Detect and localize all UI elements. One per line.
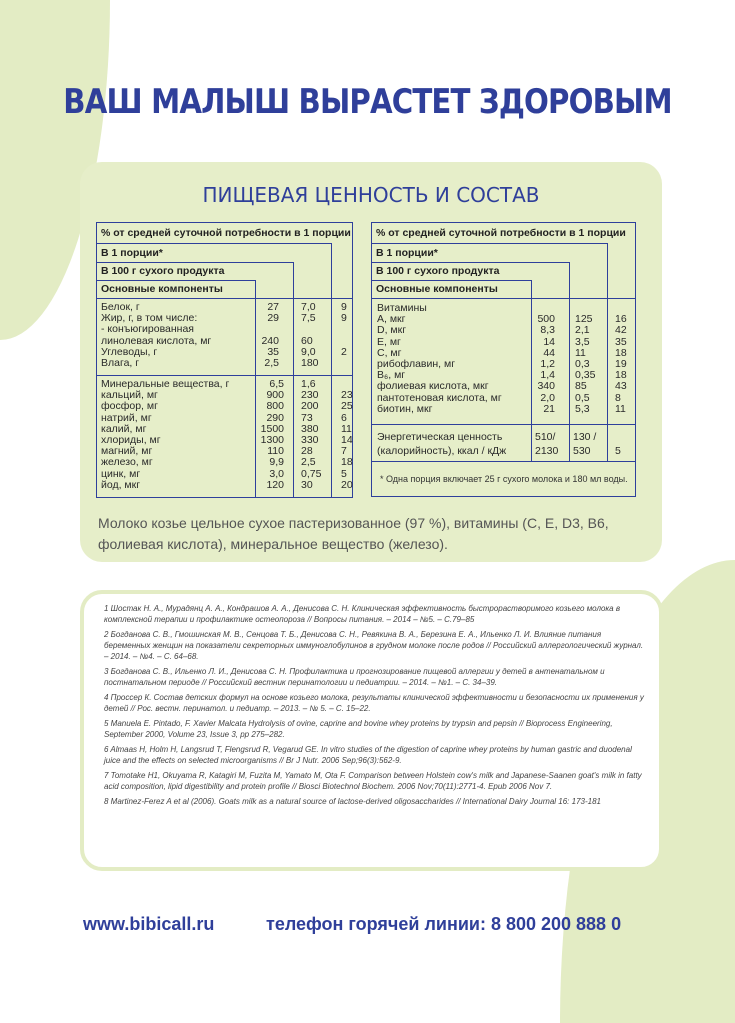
left-group1-col2: 7,0 7,5 60 9,0 180 bbox=[301, 301, 319, 370]
references-list bbox=[104, 603, 644, 811]
right-vitamin-names: Витамины А, мкг D, мкг Е, мг С, мг рибофлавин, мг B₆, мг фолиевая кислота, мкг пантотеновая кислота, мг биотин, мкг bbox=[377, 302, 502, 415]
reference-item: 7 Tomotake H1, Okuyama R, Katagiri M, Fuzita M, Yamato M, Ota F. Comparison between Holstein cow's milk and Japanese-Saanen goat's milk in fatty acid composition, lipid digestibility and protein profile // Biosci Biotechnol Biochem. 2006 Nov;70(11):2771-4. Epub 2006 Nov 7. bbox=[104, 771, 642, 791]
right-header-percent: % от средней суточной потребности в 1 порции bbox=[376, 227, 626, 239]
reference-item: 2 Богданова С. В., Гмошинская М. В., Сенцова Т. Б., Денисова С. Н., Ревякина В. А., Березина Е. А., Ильенко Л. И. Влияние питания беременных женщин на показатели секреторных иммуноглобулинов в грудном молоке после родов // Российский аллергологический журнал. – 2014. – №4. – С. 64–68. bbox=[104, 630, 644, 661]
left-header-100g: В 100 г сухого продукта bbox=[101, 265, 225, 277]
left-header-main: Основные компоненты bbox=[101, 283, 223, 295]
left-group2-col1: 6,5 900 800 290 1500 1300 110 9,9 3,0 120 bbox=[260, 378, 284, 491]
left-group2-col2: 1,6 230 200 73 380 330 28 2,5 0,75 30 bbox=[301, 378, 322, 491]
hotline-phone: телефон горячей линии: 8 800 200 888 0 bbox=[266, 914, 622, 934]
right-energy-col3: 5 bbox=[615, 445, 621, 457]
reference-item: 8 Martinez-Ferez A et al (2006). Goats milk as a natural source of lactose-derived oligosaccharides // International Dairy Journal 16: 173-181 bbox=[104, 797, 601, 806]
reference-item: 6 Almaas H, Holm H, Langsrud T, Flengsrud R, Vegarud GE. In vitro studies of the digestion of caprine whey proteins by human gastric and duodenal juice and the effects on selected microorganisms // Br J Nutr. 2006 Sep;96(3):562-9. bbox=[104, 745, 632, 765]
website-link[interactable]: www.bibicall.ru bbox=[83, 914, 215, 934]
right-vitamin-col3: 16 42 35 18 19 18 43 8 11 bbox=[615, 313, 627, 415]
right-header-main: Основные компоненты bbox=[376, 283, 498, 295]
page-headline: ВАШ МАЛЫШ ВЫРАСТЕТ ЗДОРОВЫМ bbox=[63, 82, 672, 122]
left-group1-col3: 9 9 2 bbox=[341, 301, 347, 358]
right-energy-col1: 510/ 2130 bbox=[535, 431, 559, 457]
reference-item: 1 Шостак Н. А., Мурадянц А. А., Кондрашов А. А., Денисова С. Н. Клиническая эффективность быстрорастворимого козьего молока в комплексной терапии и профилактике остеопороза // Вопросы питания. – 2014 – №5. – С.79–85 bbox=[104, 604, 621, 624]
right-vitamin-col2: 125 2,1 3,5 11 0,3 0,35 85 0,5 5,3 bbox=[575, 313, 596, 415]
left-header-portion: В 1 порции* bbox=[101, 247, 163, 259]
left-group2-names: Минеральные вещества, г кальций, мг фосфор, мг натрий, мг калий, мг хлориды, мг магний, мг железо, мг цинк, мг йод, мкг bbox=[101, 378, 230, 491]
table-footnote: * Одна порция включает 25 г сухого молока и 180 мл воды. bbox=[380, 474, 628, 484]
right-energy-name: Энергетическая ценность (калорийность), ккал / кДж bbox=[377, 431, 507, 457]
right-header-portion: В 1 порции* bbox=[376, 247, 438, 259]
reference-item: 3 Богданова С. В., Ильенко Л. И., Денисова С. Н. Профилактика и прогнозирование пищевой аллергии у детей в антенатальном и постнатальном периоде // Российский вестник перинатологии и педиатрии. – 2014. – №1. – С. 34–39. bbox=[104, 667, 605, 687]
left-group2-col3: 23 25 6 11 14 7 18 5 20 bbox=[341, 389, 353, 491]
reference-item: 5 Manuela E. Pintado, F. Xavier Malcata Hydrolysis of ovine, caprine and bovine whey proteins by trypsin and pepsin // Bioprocess Engineering, September 2000, Volume 23, Issue 3, pp 275–282. bbox=[104, 719, 613, 739]
left-group1-names: Белок, г Жир, г, в том числе: - конъюгированная линолевая кислота, мг Углеводы, г Влага, г bbox=[101, 301, 212, 370]
reference-item: 4 Проссер К. Состав детских формул на основе козьего молока, результаты клинической эффективности и безопасности их применения у детей // Рос. вестн. перинатол. и педиатр. – 2013. – № 5. – С. 15–22. bbox=[104, 693, 644, 713]
right-energy-col2: 130 / 530 bbox=[573, 431, 597, 457]
right-header-100g: В 100 г сухого продукта bbox=[376, 265, 500, 277]
ingredients-text: Молоко козье цельное сухое пастеризованное (97 %), витамины (С, Е, D3, В6, фолиевая кислота), минеральное вещество (железо). bbox=[98, 515, 609, 552]
left-header-percent: % от средней суточной потребности в 1 порции bbox=[101, 227, 351, 239]
panel-title: ПИЩЕВАЯ ЦЕННОСТЬ И СОСТАВ bbox=[202, 183, 540, 207]
right-vitamin-col1: 500 8,3 14 44 1,2 1,4 340 2,0 21 bbox=[537, 313, 555, 415]
left-group1-col1: 27 29 240 35 2,5 bbox=[261, 301, 279, 370]
